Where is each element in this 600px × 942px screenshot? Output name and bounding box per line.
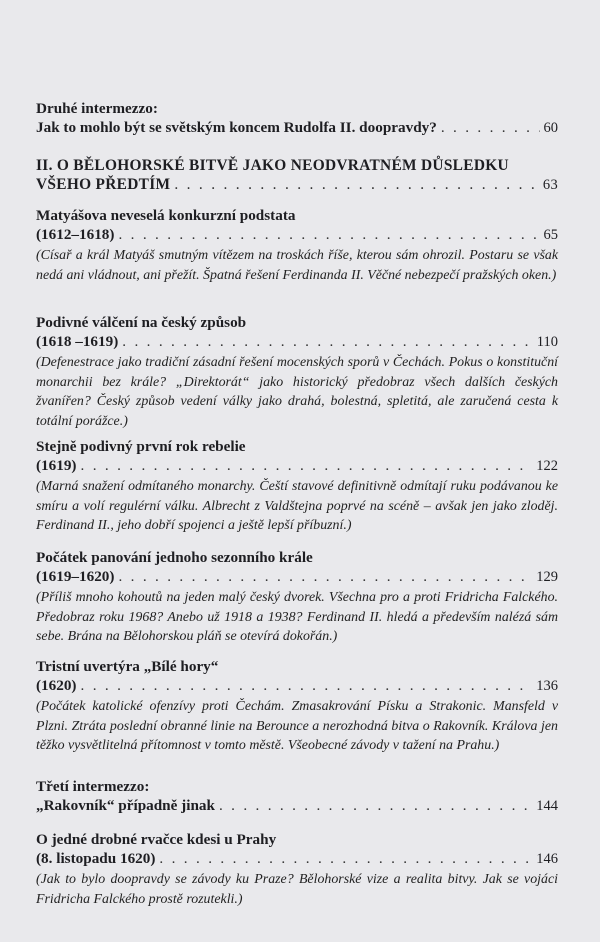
leader-dots (219, 796, 532, 815)
leader-dots (122, 332, 533, 351)
entry-title: Matyášova neveselá konkurzní podstata (36, 207, 296, 224)
leader-dots (441, 118, 540, 137)
entry-description: (Marná snažení odmítaného monarchy. Čeští stavové definitivně odmítají ruku podávanou ke smíru a volí regulérní válku. Albrecht z Valdštejna poprvé na scéně – avšak jen jako zloděj. Ferdinand II., jeho dobří spojenci a ještě lepší příbuzní.) (36, 479, 558, 534)
toc-entry-section-ii (36, 156, 558, 195)
section-title-line2: VŠEHO PŘEDTÍM (36, 176, 171, 193)
page-number: 144 (536, 798, 558, 814)
entry-description: (Počátek katolické ofenzívy proti Čechám. Zmasakrování Písku a Strakonic. Mansfeld v Plzni. Ztráta poslední obranné linie na Berounce a nerozhodná bitva o Rakovník. Králova jen těžko vysvětlitelná přítomnost v tomto městě. Všeobecné závody v tažení na Prahu.) (36, 699, 558, 754)
entry-description: (Jak to bylo doopravdy se závody ku Praze? Bělohorské vize a realita bitvy. Jak se vojáci Fridricha Falckého prostě rozutekli.) (36, 872, 558, 907)
entry-dates: (1620) (36, 677, 77, 694)
entry-title: Tristní uvertýra „Bílé hory“ (36, 658, 219, 675)
entry-dates: (1612–1618) (36, 226, 115, 243)
entry-description: (Příliš mnoho kohoutů na jeden malý český dvorek. Všechna pro a proti Fridricha Falckého. Předobraz roku 1968? Anebo už 1918 a 1938? Ferdinand II. hledá a především nalézá sám sebe. Brána na Bělohorskou pláň se otevírá dokořán.) (36, 590, 558, 645)
page-number: 122 (536, 458, 558, 474)
page-number: 60 (543, 120, 558, 136)
toc-entry-podivne-valceni (36, 313, 558, 431)
page-number: 110 (536, 334, 558, 350)
entry-description: (Defenestrace jako tradiční zásadní řešení mocenských sporů v Čechách. Pokus o konstituční monarchii bez krále? „Direktorát“ jako historický předobraz všech dalších českých žvanířen? Český způsob vedení války jako drahá, bolestná, spletitá, ale zaručená cesta k totální porážce.) (36, 355, 558, 429)
leader-dots (118, 225, 539, 244)
page-number: 146 (536, 851, 558, 867)
entry-title: Podivné válčení na český způsob (36, 314, 247, 331)
leader-dots (174, 175, 539, 194)
page-number: 136 (536, 678, 558, 694)
entry-title-line2: „Rakovník“ případně jinak (36, 797, 215, 814)
section-title: II. O BĚLOHORSKÉ BITVĚ JAKO NEODVRATNÉM DŮSLEDKU (36, 157, 509, 174)
toc-entry-matyas (36, 206, 558, 285)
leader-dots (159, 849, 532, 868)
leader-dots (81, 676, 533, 695)
entry-description: (Císař a král Matyáš smutným vítězem na troskách říše, kterou sám ohrozil. Postaru se však nedá ani vládnout, ani přežít. Špatná řešení Ferdinanda II. Věčné nebezpečí pražských oken.) (36, 248, 558, 283)
toc-entry-uvertyra-bile-hory (36, 657, 558, 756)
page-number: 63 (542, 177, 558, 193)
entry-title: Počátek panování jednoho sezonního krále (36, 549, 313, 566)
entry-title: O jedné drobné rvačce kdesi u Prahy (36, 831, 277, 848)
page-number: 65 (543, 227, 558, 243)
toc-entry-prvni-rok-rebelie (36, 437, 558, 536)
leader-dots (118, 567, 532, 586)
toc-entry-treti-intermezzo (36, 777, 558, 816)
toc-entry-druhe-intermezzo (36, 99, 558, 138)
entry-title: Třetí intermezzo: (36, 778, 150, 795)
entry-dates: (1619) (36, 457, 77, 474)
entry-title-line2: Jak to mohlo být se světským koncem Rudolfa II. doopravdy? (36, 119, 437, 136)
entry-dates: (8. listopadu 1620) (36, 850, 156, 867)
entry-dates: (1619–1620) (36, 568, 115, 585)
entry-title: Stejně podivný první rok rebelie (36, 438, 246, 455)
page-number: 129 (536, 569, 558, 585)
entry-title: Druhé intermezzo: (36, 100, 158, 117)
entry-dates: (1618 –1619) (36, 333, 119, 350)
leader-dots (81, 456, 533, 475)
toc-entry-sezonni-kral (36, 548, 558, 647)
toc-entry-rvacka-u-prahy (36, 830, 558, 909)
